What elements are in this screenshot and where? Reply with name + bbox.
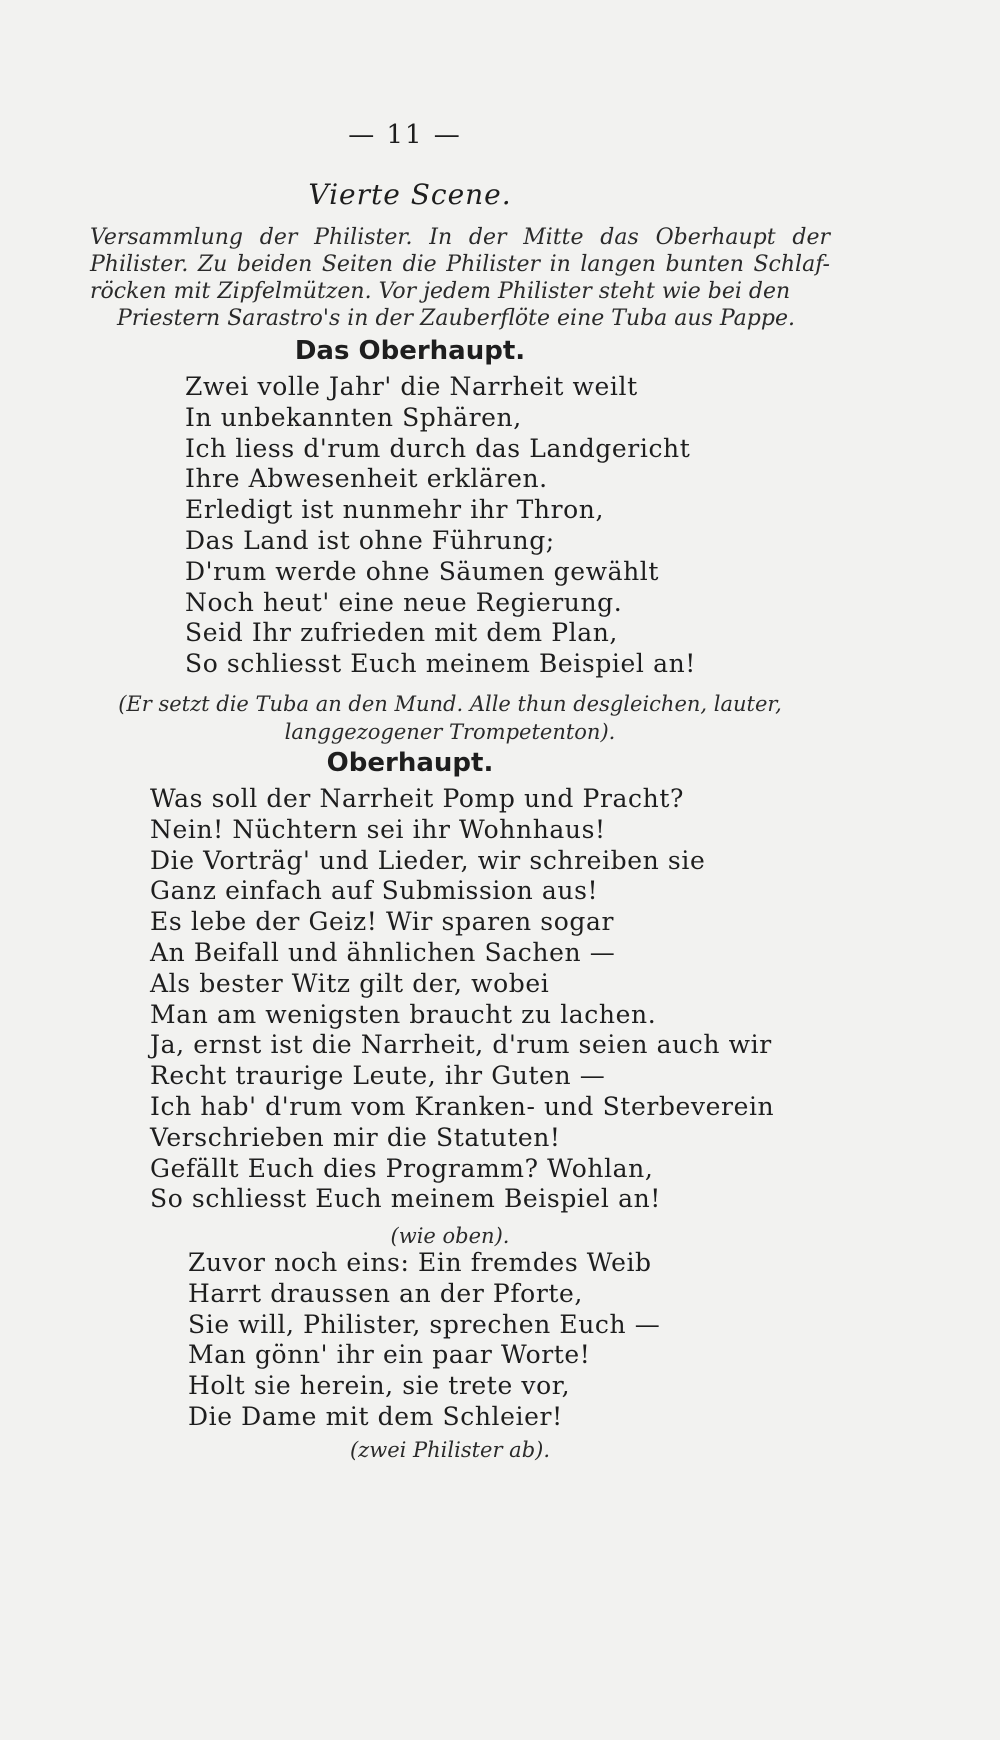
verse-line: Zuvor noch eins: Ein fremdes Weib <box>188 1248 652 1277</box>
verse-line: Ich liess d'rum durch das Landgericht <box>185 433 691 463</box>
verse-line: Die Dame mit dem Schleier! <box>188 1401 563 1431</box>
verse-line: D'rum werde ohne Säumen gewählt <box>185 556 660 586</box>
verse-line: In unbekannten Sphären, <box>185 402 522 432</box>
verse-line: Seid Ihr zufrieden mit dem Plan, <box>185 618 618 648</box>
verse-line: Die Vorträg' und Lieder, wir schreiben sie <box>150 845 706 875</box>
verse-line: So schliesst Euch meinem Beispiel an! <box>150 1184 661 1214</box>
verse-line: Gefällt Euch dies Programm? Wohlan, <box>150 1153 654 1183</box>
verse-block-3 <box>188 1248 660 1433</box>
stage-direction-line: Philister. Zu beiden Seiten die Philister in langen bunten Schlaf- <box>90 252 830 277</box>
speaker-heading-oberhaupt-2: Oberhaupt. <box>326 748 494 778</box>
verse-line: An Beifall und ähnlichen Sachen — <box>150 937 616 967</box>
stage-direction-line: Versammlung der Philister. In der Mitte das Oberhaupt der <box>90 225 830 250</box>
stage-direction-line: Priestern Sarastro's in der Zauberflöte eine Tuba aus Pappe. <box>117 306 795 331</box>
verse-line: Erledigt ist nunmehr ihr Thron, <box>185 495 605 525</box>
verse-line: Harrt draussen an der Pforte, <box>188 1278 583 1308</box>
verse-line: Als bester Witz gilt der, wobei <box>150 968 550 998</box>
verse-line: Ihre Abwesenheit erklären. <box>185 464 548 494</box>
stage-direction-exit: (zwei Philister ab). <box>349 1438 551 1462</box>
verse-line: So schliesst Euch meinem Beispiel an! <box>185 649 696 679</box>
verse-line: Sie will, Philister, sprechen Euch — <box>188 1309 661 1339</box>
verse-line: Das Land ist ohne Führung; <box>185 525 555 555</box>
verse-line: Ganz einfach auf Submission aus! <box>150 876 599 906</box>
stage-direction-line: (Er setzt die Tuba an den Mund. Alle thun desgleichen, lauter, <box>118 692 782 716</box>
stage-direction-wie-oben: (wie oben). <box>390 1224 510 1248</box>
verse-line: Verschrieben mir die Statuten! <box>150 1122 561 1152</box>
stage-direction-intro <box>90 224 830 332</box>
verse-line: Holt sie herein, sie trete vor, <box>188 1371 571 1401</box>
verse-line: Man gönn' ihr ein paar Worte! <box>188 1340 591 1370</box>
verse-line: Ja, ernst ist die Narrheit, d'rum seien auch wir <box>150 1030 772 1060</box>
verse-line: Nein! Nüchtern sei ihr Wohnhaus! <box>150 814 606 844</box>
verse-line: Recht traurige Leute, ihr Guten — <box>150 1061 606 1091</box>
verse-line: Noch heut' eine neue Regierung. <box>185 587 623 617</box>
stage-direction-line: langgezogener Trompetenton). <box>284 720 616 744</box>
verse-line: Man am wenigsten braucht zu lachen. <box>150 999 657 1029</box>
verse-block-1 <box>185 372 696 680</box>
page-number: — 11 — <box>348 120 462 150</box>
speaker-heading-oberhaupt: Das Oberhaupt. <box>294 336 526 366</box>
stage-direction-line: röcken mit Zipfelmützen. Vor jedem Philister steht wie bei den <box>90 279 791 304</box>
verse-block-2 <box>150 784 774 1215</box>
verse-line: Zwei volle Jahr' die Narrheit weilt <box>185 372 638 401</box>
verse-line: Was soll der Narrheit Pomp und Pracht? <box>150 784 684 813</box>
verse-line: Ich hab' d'rum vom Kranken- und Sterbeverein <box>150 1091 775 1121</box>
verse-line: Es lebe der Geiz! Wir sparen sogar <box>150 907 615 937</box>
scene-title: Vierte Scene. <box>308 178 512 211</box>
stage-direction-tuba <box>70 690 830 746</box>
